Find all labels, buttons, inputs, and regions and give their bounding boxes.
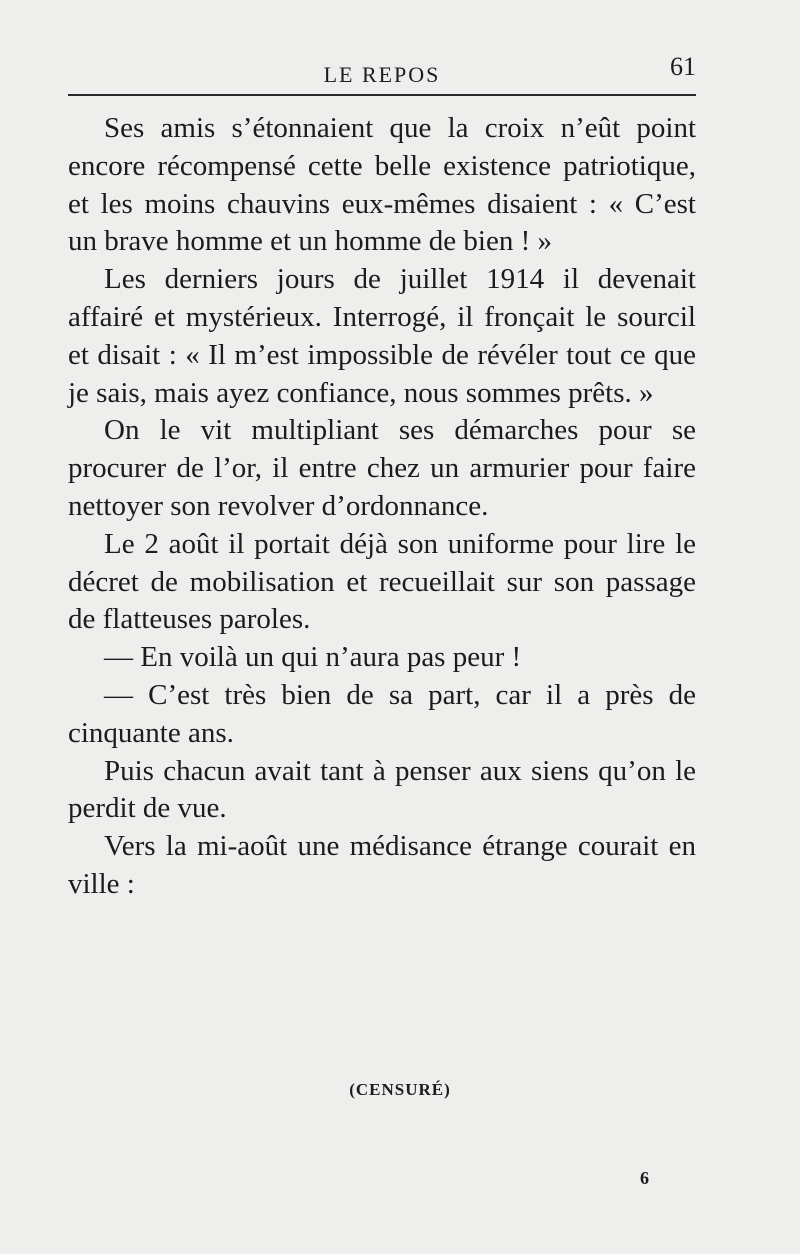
page-number: 61 bbox=[670, 52, 696, 81]
dialogue-line: — En voilà un qui n’aura pas peur ! bbox=[104, 641, 522, 674]
dialogue-line: — C’est très bien de sa part, car il a près de cinquante ans. bbox=[68, 678, 696, 749]
paragraph: Ses amis s’étonnaient que la croix n’eût point encore récompensé cette belle existence patriotique, et les moins chauvins eux-mêmes disaient : « C’est un brave homme et un homme de bien ! » bbox=[68, 112, 696, 258]
running-title: LE REPOS bbox=[323, 62, 441, 87]
paragraph: Le 2 août il portait déjà son uniforme pour lire le décret de mobilisation et recueillait sur son passage de flatteuses paroles. bbox=[68, 527, 696, 636]
paragraph: On le vit multipliant ses démarches pour se procurer de l’or, il entre chez un armurier pour faire nettoyer son revolver d’ordonnance. bbox=[68, 414, 696, 522]
signature-mark: 6 bbox=[640, 1168, 649, 1188]
paragraph: Vers la mi-août une médisance étrange courait en ville : bbox=[68, 830, 696, 900]
paragraph: Puis chacun avait tant à penser aux siens qu’on le perdit de vue. bbox=[68, 754, 696, 825]
page-header bbox=[68, 50, 696, 96]
censored-label: (CENSURÉ) bbox=[349, 1080, 451, 1099]
body-text bbox=[68, 110, 696, 904]
paragraph: Les derniers jours de juillet 1914 il devenait affairé et mystérieux. Interrogé, il fronçait le sourcil et disait : « Il m’est impossible de révéler tout ce que je sais, mais ayez confiance, nous sommes prêts. » bbox=[68, 263, 696, 409]
